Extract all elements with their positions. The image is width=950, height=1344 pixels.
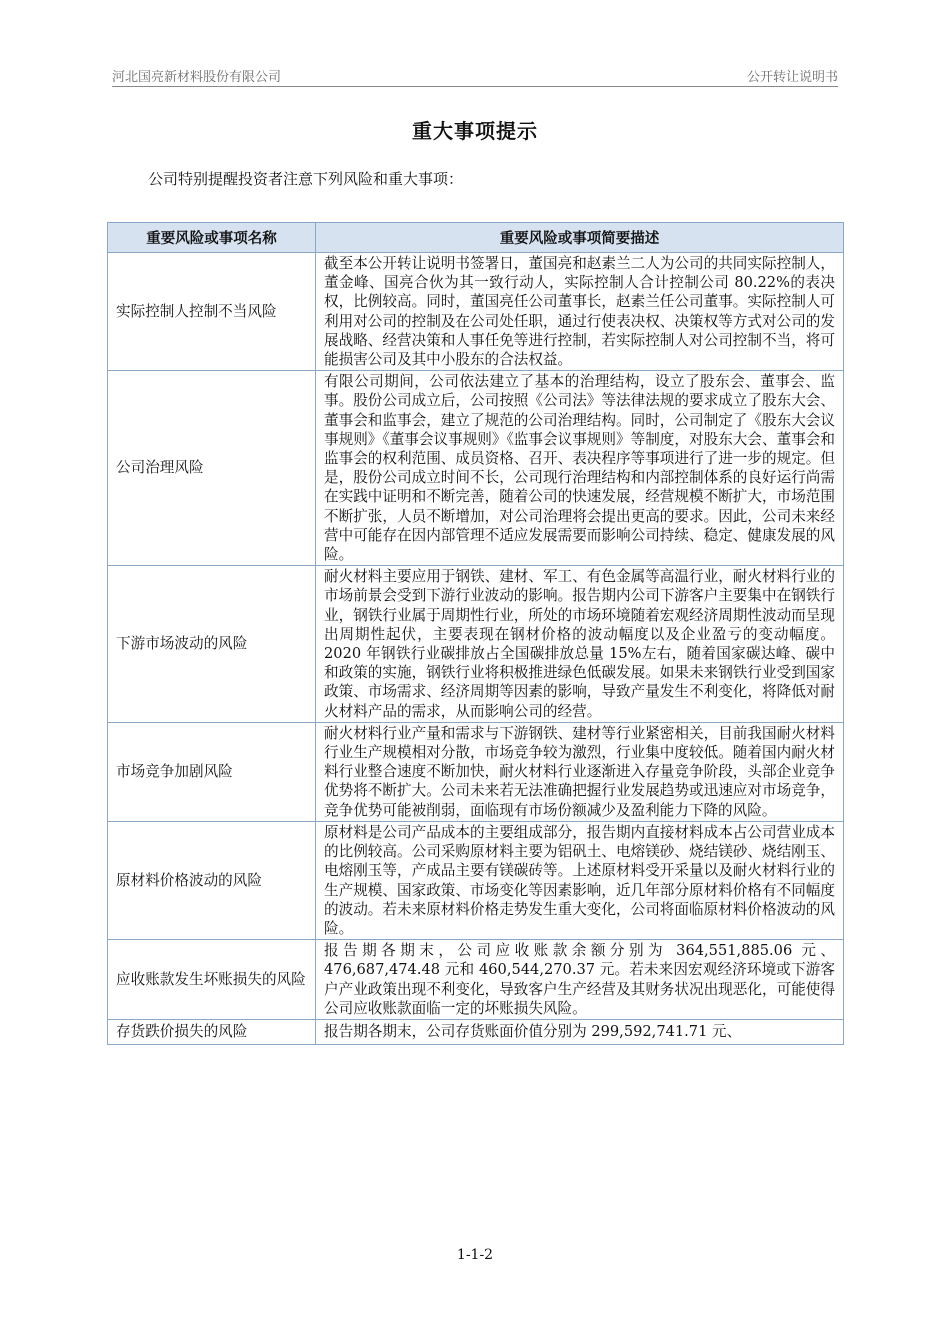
header-company: 河北国亮新材料股份有限公司 bbox=[112, 70, 282, 85]
intro-text: 公司特别提醒投资者注意下列风险和重大事项： bbox=[148, 170, 464, 188]
risk-name: 下游市场波动的风险 bbox=[108, 566, 316, 723]
risk-description: 报告期各期末，公司存货账面价值分别为 299,592,741.71 元、 bbox=[316, 1019, 844, 1044]
risk-description: 报告期各期末，公司应收账款余额分别为 364,551,885.06 元、476,687,474.48 元和 460,544,270.37 元。若未来因宏观经济环境或下游客户产业政策出现不利变化，导致客户生产经营及其财务状况出现恶化，可能使得公司应收账款面临一定的坏账损失风险。 bbox=[316, 940, 844, 1020]
table-row bbox=[108, 940, 844, 1020]
risk-table bbox=[107, 222, 844, 1045]
risk-description: 耐火材料行业产量和需求与下游钢铁、建材等行业紧密相关，目前我国耐火材料行业生产规模相对分散，市场竞争较为激烈，行业集中度较低。随着国内耐火材料行业整合速度不断加快，耐火材料行业逐渐进入存量竞争阶段，头部企业竞争优势将不断扩大。公司未来若无法准确把握行业发展趋势或迅速应对市场竞争，竞争优势可能被削弱，面临现有市场份额减少及盈利能力下降的风险。 bbox=[316, 722, 844, 821]
table-row bbox=[108, 566, 844, 723]
risk-description: 原材料是公司产品成本的主要组成部分，报告期内直接材料成本占公司营业成本的比例较高。公司采购原材料主要为铝矾土、电熔镁砂、烧结镁砂、烧结刚玉、电熔刚玉等，产成品主要有镁碳砖等。上述原材料受开采量以及耐火材料行业的生产规模、国家政策、市场变化等因素影响，近几年部分原材料价格有不同幅度的波动。若未来原材料价格走势发生重大变化，公司将面临原材料价格波动的风险。 bbox=[316, 821, 844, 939]
page-number: 1-1-2 bbox=[456, 1247, 494, 1263]
risk-description: 耐火材料主要应用于钢铁、建材、军工、有色金属等高温行业，耐火材料行业的市场前景会受到下游行业波动的影响。报告期内公司下游客户主要集中在钢铁行业，钢铁行业属于周期性行业，所处的市场环境随着宏观经济周期性波动而呈现出周期性起伏，主要表现在钢材价格的波动幅度以及企业盈亏的变动幅度。2020 年钢铁行业碳排放占全国碳排放总量 15%左右，随着国家碳达峰、碳中和政策的实施，钢铁行业将积极推进绿色低碳发展。如果未来钢铁行业受到国家政策、市场需求、经济周期等因素的影响，导致产量发生不利变化，将降低对耐火材料产品的需求，从而影响公司的经营。 bbox=[316, 566, 844, 723]
table-row bbox=[108, 1019, 844, 1044]
table-row bbox=[108, 821, 844, 939]
risk-name: 原材料价格波动的风险 bbox=[108, 821, 316, 939]
risk-name: 市场竞争加剧风险 bbox=[108, 722, 316, 821]
header-doc-type: 公开转让说明书 bbox=[746, 70, 838, 85]
risk-description: 有限公司期间，公司依法建立了基本的治理结构，设立了股东会、董事会、监事。股份公司成立后，公司按照《公司法》等法律法规的要求成立了股东大会、董事会和监事会，建立了规范的公司治理结构。同时，公司制定了《股东大会议事规则》《董事会议事规则》《监事会议事规则》等制度，对股东大会、董事会和监事会的权利范围、成员资格、召开、表决程序等事项进行了进一步的规定。但是，股份公司成立时间不长，公司现行治理结构和内部控制体系的良好运行尚需在实践中证明和不断完善，随着公司的快速发展，经营规模不断扩大，市场范围不断扩张，人员不断增加，对公司治理将会提出更高的要求。因此，公司未来经营中可能存在因内部管理不适应发展需要而影响公司持续、稳定、健康发展的风险。 bbox=[316, 371, 844, 566]
risk-name: 应收账款发生坏账损失的风险 bbox=[108, 940, 316, 1020]
risk-name: 公司治理风险 bbox=[108, 371, 316, 566]
risk-name: 存货跌价损失的风险 bbox=[108, 1019, 316, 1044]
page-title: 重大事项提示 bbox=[412, 119, 538, 143]
header-risk-name: 重要风险或事项名称 bbox=[108, 223, 316, 253]
table-row bbox=[108, 371, 844, 566]
table-row bbox=[108, 722, 844, 821]
table-header-row bbox=[108, 223, 844, 253]
page-header bbox=[112, 62, 838, 87]
risk-description: 截至本公开转让说明书签署日，董国亮和赵素兰二人为公司的共同实际控制人，董金峰、国亮合伙为其一致行动人，实际控制人合计控制公司 80.22%的表决权，比例较高。同时，董国亮任公司董事长，赵素兰任公司董事。实际控制人可利用对公司的控制及在公司处任职，通过行使表决权、决策权等方式对公司的发展战略、经营决策和人事任免等进行控制，若实际控制人对公司控制不当，将可能损害公司及其中小股东的合法权益。 bbox=[316, 253, 844, 371]
table-row bbox=[108, 253, 844, 371]
risk-name: 实际控制人控制不当风险 bbox=[108, 253, 316, 371]
header-risk-desc: 重要风险或事项简要描述 bbox=[316, 223, 844, 253]
